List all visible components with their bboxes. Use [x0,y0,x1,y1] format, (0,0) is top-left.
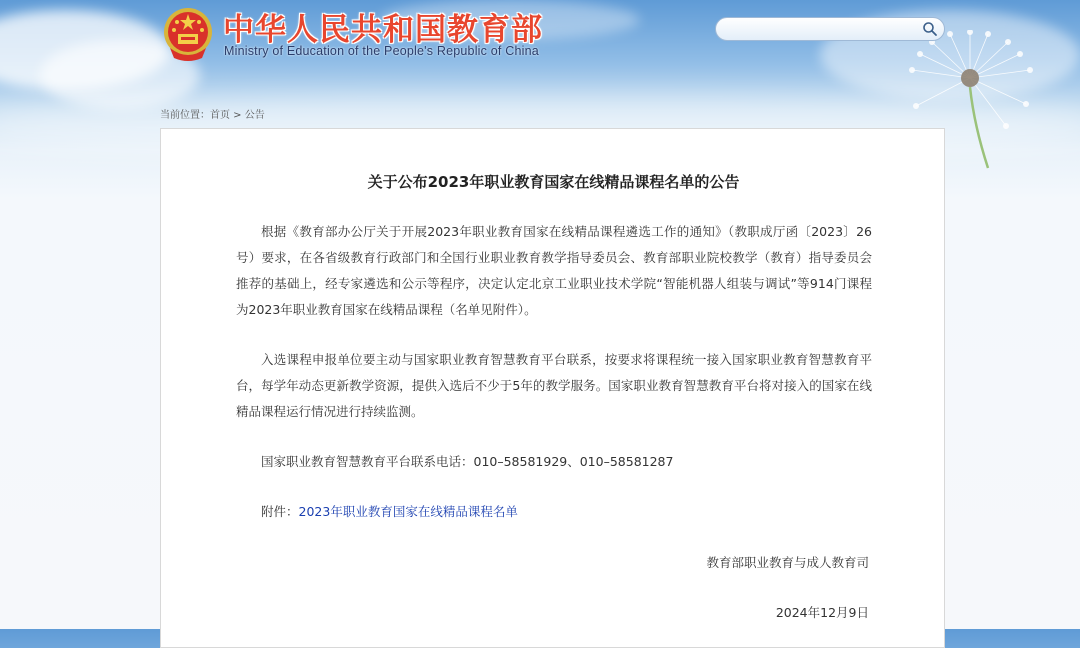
attachment-line [236,499,872,525]
article-paragraph-1: 根据《教育部办公厅关于开展2023年职业教育国家在线精品课程遴选工作的通知》（教职成厅函〔2023〕26号）要求，在各省级教育行政部门和全国行业职业教育教学指导委员会、教育部职业院校教学（教育）指导委员会推荐的基础上，经专家遴选和公示等程序，决定认定北京工业职业技术学院“智能机器人组装与调试”等914门课程为2023年职业教育国家在线精品课程（名单见附件）。 [236,224,872,317]
breadcrumb-prefix: 当前位置： [160,110,210,121]
breadcrumb-home-link[interactable]: 首页 [210,110,230,121]
article-title: 关于公布2023年职业教育国家在线精品课程名单的公告 [367,173,740,191]
attachment-link[interactable]: 2023年职业教育国家在线精品课程名单 [298,504,518,519]
site-title: 中华人民共和国教育部 [223,12,543,48]
search-icon[interactable] [922,21,938,37]
publish-date: 2024年12月9日 [775,605,869,620]
site-subtitle: Ministry of Education of the People's Republic of China [224,44,539,58]
attachment-label: 附件： [261,504,299,519]
search-bar[interactable] [715,17,945,41]
breadcrumb-separator: > [230,110,245,121]
search-input[interactable] [726,20,920,40]
article-paragraph-2: 入选课程申报单位要主动与国家职业教育智慧教育平台联系，按要求将课程统一接入国家职业教育智慧教育平台，每学年动态更新教学资源，提供入选后不少于5年的教学服务。国家职业教育智慧教育平台将对接入的国家在线精品课程运行情况进行持续监测。 [236,352,872,419]
breadcrumb [160,106,265,121]
breadcrumb-current-link[interactable]: 公告 [244,110,265,121]
issuer-signature: 教育部职业教育与成人教育司 [706,555,869,570]
article-panel [160,128,945,648]
contact-phone: 国家职业教育智慧教育平台联系电话：010–58581929、010–58581287 [261,454,674,469]
national-emblem-icon [162,6,214,64]
